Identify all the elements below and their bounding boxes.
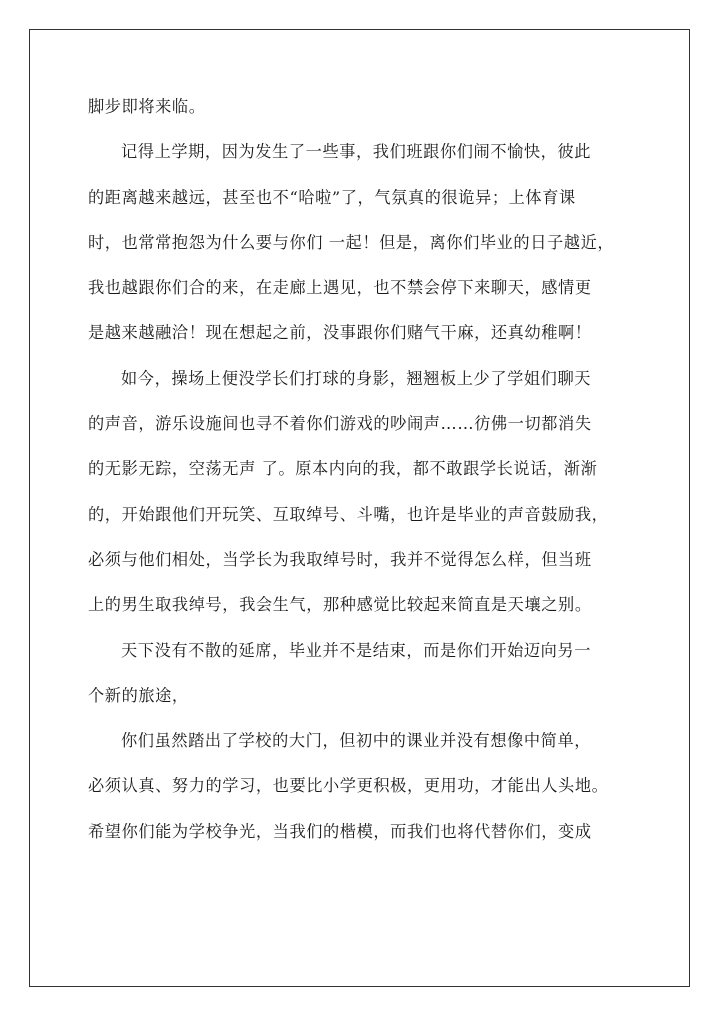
text-line: 上的男生取我绰号，我会生气，那种感觉比较起来简直是天壤之别。 xyxy=(88,595,592,615)
text-line: 希望你们能为学校争光，当我们的楷模，而我们也将代替你们，变成 xyxy=(88,821,592,841)
text-line: 你们虽然踏出了学校的大门，但初中的课业并没有想像中简单， xyxy=(121,731,592,751)
text-line: 个新的旅途， xyxy=(88,685,189,705)
text-line: 我也越跟你们合的来，在走廊上遇见，也不禁会停下来聊天，感情更 xyxy=(88,278,592,298)
text-line: 的无影无踪，空荡无声 了。原本内向的我，都不敢跟学长说话，渐渐 xyxy=(88,459,598,479)
text-line: 如今，操场上便没学长们打球的身影，翘翘板上少了学姐们聊天 xyxy=(121,368,592,388)
text-line: 脚步即将来临。 xyxy=(88,97,206,116)
text-line: 时，也常常抱怨为什么要与你们 一起！但是，离你们毕业的日子越近， xyxy=(88,232,615,252)
text-line: 的距离越来越远，甚至也不“哈啦”了，气氛真的很诡异；上体育课 xyxy=(88,187,576,207)
text-line: 是越来越融洽！现在想起之前，没事跟你们赌气干麻，还真幼稚啊！ xyxy=(88,323,592,343)
text-line: 的，开始跟他们开玩笑、互取绰号、斗嘴，也许是毕业的声音鼓励我， xyxy=(88,504,609,524)
document-body xyxy=(88,84,636,854)
text-line: 的声音，游乐设施间也寻不着你们游戏的吵闹声……彷佛一切都消失 xyxy=(88,414,592,434)
text-line: 必须认真、努力的学习，也要比小学更积极，更用功，才能出人头地。 xyxy=(88,776,609,796)
text-line: 记得上学期，因为发生了一些事，我们班跟你们闹不愉快，彼此 xyxy=(121,142,592,162)
text-line: 天下没有不散的延席，毕业并不是结束，而是你们开始迈向另一 xyxy=(121,640,592,660)
text-line: 必须与他们相处，当学长为我取绰号时，我并不觉得怎么样，但当班 xyxy=(88,549,592,569)
